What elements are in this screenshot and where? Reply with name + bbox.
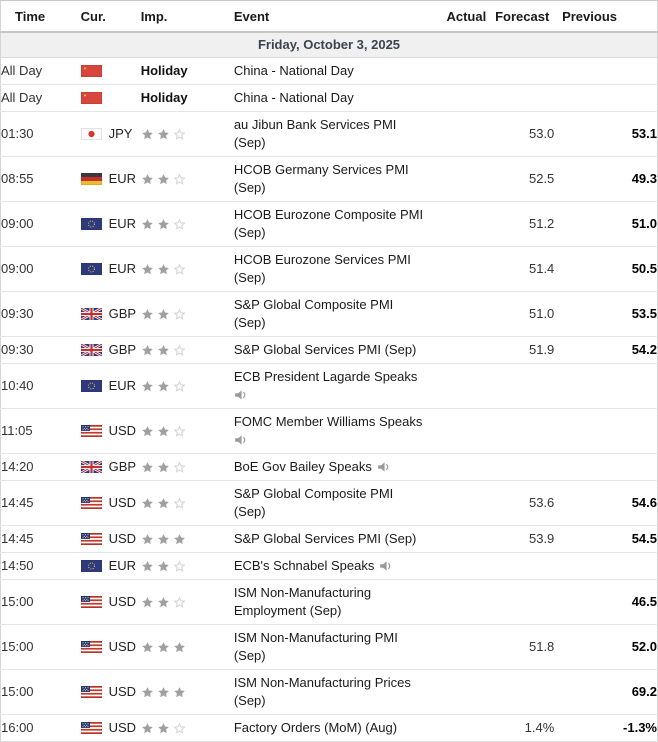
flag-us-icon: [81, 533, 102, 545]
importance-stars: [141, 722, 189, 735]
forecast-value: 53.0: [486, 112, 554, 157]
importance-stars: [141, 425, 189, 438]
currency-code: GBP: [108, 306, 137, 321]
event-name-link[interactable]: S&P Global Composite PMI: [233, 297, 394, 312]
event-importance: [141, 580, 234, 625]
flag-eu-icon: [81, 380, 102, 392]
currency-code: JPY: [108, 126, 133, 141]
star-filled-icon: [141, 495, 157, 510]
event-currency: [81, 625, 141, 670]
event-name-line2: (Sep): [233, 504, 266, 519]
event-time: 14:45: [1, 526, 81, 553]
event-importance: [141, 337, 234, 364]
star-filled-icon: [157, 306, 173, 321]
column-header-currency: Cur.: [81, 1, 141, 33]
event-importance: [141, 292, 234, 337]
currency-code: USD: [108, 594, 137, 609]
star-empty-icon: [173, 306, 189, 321]
star-filled-icon: [141, 216, 157, 231]
event-row[interactable]: [1, 337, 658, 364]
event-currency: [81, 292, 141, 337]
event-time: 09:00: [1, 247, 81, 292]
event-importance: [141, 670, 234, 715]
currency-code: EUR: [108, 378, 137, 393]
forecast-value: [486, 454, 554, 481]
currency-code: GBP: [108, 459, 137, 474]
event-currency: [81, 580, 141, 625]
star-filled-icon: [141, 558, 157, 573]
event-time: 11:05: [1, 409, 81, 454]
forecast-value: 52.5: [486, 157, 554, 202]
event-time: 14:45: [1, 481, 81, 526]
event-name-cell: [234, 670, 424, 715]
event-importance: [141, 112, 234, 157]
calendar-header: [1, 1, 658, 33]
event-importance: [141, 454, 234, 481]
star-filled-icon: [141, 261, 157, 276]
forecast-value: 51.9: [486, 337, 554, 364]
currency-code: USD: [108, 531, 137, 546]
importance-stars: [141, 533, 189, 546]
currency-code: USD: [108, 684, 137, 699]
holiday-row[interactable]: [1, 58, 658, 85]
actual-value: [424, 58, 486, 85]
star-filled-icon: [141, 531, 157, 546]
event-importance: [141, 526, 234, 553]
actual-value: [424, 580, 486, 625]
event-name-link[interactable]: BoE Gov Bailey Speaks: [233, 459, 372, 474]
importance-stars: [141, 263, 189, 276]
flag-china-icon: [81, 65, 102, 77]
event-name-link[interactable]: au Jibun Bank Services PMI: [233, 117, 397, 132]
event-row[interactable]: [1, 481, 658, 526]
star-filled-icon: [141, 639, 157, 654]
star-filled-icon: [157, 378, 173, 393]
importance-stars: [141, 596, 189, 609]
event-name-line2: Employment (Sep): [233, 603, 342, 618]
event-name-link[interactable]: S&P Global Composite PMI: [233, 486, 394, 501]
event-importance: [141, 409, 234, 454]
previous-value: 53.1: [554, 112, 657, 157]
previous-value: [554, 553, 657, 580]
event-currency: [81, 247, 141, 292]
flag-uk-icon: [81, 461, 102, 473]
forecast-value: 1.4%: [486, 715, 554, 742]
star-filled-icon: [157, 639, 173, 654]
currency-code: GBP: [108, 342, 137, 357]
flag-japan-icon: [81, 128, 102, 140]
currency-code: USD: [108, 639, 137, 654]
previous-value: -1.3%: [554, 715, 657, 742]
event-name-cell: [234, 553, 424, 580]
event-currency: [81, 337, 141, 364]
currency-code: USD: [108, 423, 137, 438]
forecast-value: [486, 553, 554, 580]
flag-germany-icon: [81, 173, 102, 185]
event-name-line2: (Sep): [233, 135, 266, 150]
event-name-link[interactable]: ISM Non-Manufacturing Prices: [233, 675, 411, 690]
star-filled-icon: [141, 342, 157, 357]
event-name-cell: [234, 625, 424, 670]
event-name-cell: [234, 337, 424, 364]
forecast-value: [486, 670, 554, 715]
holiday-label: Holiday: [140, 90, 188, 105]
importance-stars: [141, 173, 189, 186]
flag-us-icon: [81, 722, 102, 734]
importance-stars: [141, 218, 189, 231]
actual-value: [424, 292, 486, 337]
importance-stars: [141, 128, 189, 141]
event-name-cell: [234, 202, 424, 247]
forecast-value: [486, 409, 554, 454]
event-name-line2: (Sep): [233, 315, 266, 330]
star-filled-icon: [157, 126, 173, 141]
speaker-icon: [377, 461, 391, 473]
star-filled-icon: [141, 720, 157, 735]
flag-us-icon: [81, 596, 102, 608]
event-time: 01:30: [1, 112, 81, 157]
event-name-line2: (Sep): [233, 180, 266, 195]
event-name-cell: [234, 85, 424, 112]
event-name-link[interactable]: Factory Orders (MoM) (Aug): [233, 720, 398, 735]
actual-value: [424, 409, 486, 454]
actual-value: [424, 337, 486, 364]
event-name-cell: [234, 409, 424, 454]
actual-value: [424, 715, 486, 742]
star-filled-icon: [173, 684, 189, 699]
event-row[interactable]: [1, 202, 658, 247]
event-importance: [141, 58, 234, 85]
currency-code: USD: [108, 720, 137, 735]
event-name-link[interactable]: ISM Non-Manufacturing PMI: [233, 630, 398, 645]
currency-code: EUR: [108, 171, 137, 186]
event-row[interactable]: [1, 409, 658, 454]
event-row[interactable]: [1, 247, 658, 292]
star-filled-icon: [157, 423, 173, 438]
event-currency: [81, 112, 141, 157]
event-name-cell: [234, 580, 424, 625]
importance-stars: [141, 497, 189, 510]
star-filled-icon: [173, 639, 189, 654]
star-filled-icon: [141, 126, 157, 141]
event-row[interactable]: [1, 553, 658, 580]
forecast-value: 51.2: [486, 202, 554, 247]
event-time: 15:00: [1, 670, 81, 715]
event-name-cell: [234, 715, 424, 742]
previous-value: 53.5: [554, 292, 657, 337]
event-row[interactable]: [1, 580, 658, 625]
event-currency: [81, 481, 141, 526]
event-time: All Day: [1, 58, 81, 85]
forecast-value: 51.4: [486, 247, 554, 292]
event-time: All Day: [1, 85, 81, 112]
flag-us-icon: [81, 425, 102, 437]
event-name-line2: (Sep): [233, 693, 266, 708]
event-name-link[interactable]: HCOB Germany Services PMI: [233, 162, 409, 177]
flag-us-icon: [81, 641, 102, 653]
event-currency: [81, 85, 141, 112]
event-currency: [81, 670, 141, 715]
flag-eu-icon: [81, 263, 102, 275]
actual-value: [424, 157, 486, 202]
event-name-link[interactable]: ECB's Schnabel Speaks: [233, 558, 375, 573]
event-importance: [141, 364, 234, 409]
actual-value: [424, 112, 486, 157]
previous-value: [554, 364, 657, 409]
event-importance: [141, 157, 234, 202]
forecast-value: [486, 580, 554, 625]
star-filled-icon: [141, 423, 157, 438]
importance-stars: [141, 344, 189, 357]
column-header-time: Time: [1, 1, 81, 33]
actual-value: [424, 247, 486, 292]
speaker-icon: [379, 560, 393, 572]
importance-stars: [141, 461, 189, 474]
event-name-cell: [234, 364, 424, 409]
star-filled-icon: [157, 261, 173, 276]
previous-value: 50.5: [554, 247, 657, 292]
previous-value: 69.2: [554, 670, 657, 715]
event-importance: [141, 553, 234, 580]
event-importance: [141, 202, 234, 247]
star-empty-icon: [173, 342, 189, 357]
star-filled-icon: [173, 531, 189, 546]
event-speaker-line: [234, 386, 424, 404]
actual-value: [424, 454, 486, 481]
event-currency: [81, 526, 141, 553]
star-empty-icon: [173, 261, 189, 276]
importance-stars: [141, 560, 189, 573]
holiday-label: Holiday: [140, 63, 188, 78]
event-importance: [141, 715, 234, 742]
star-empty-icon: [173, 720, 189, 735]
star-empty-icon: [173, 558, 189, 573]
column-header-previous: Previous: [554, 1, 657, 33]
forecast-value: 53.9: [486, 526, 554, 553]
star-empty-icon: [173, 126, 189, 141]
flag-us-icon: [81, 686, 102, 698]
flag-us-icon: [81, 497, 102, 509]
event-name-cell: [234, 58, 424, 85]
column-header-event: Event: [234, 1, 424, 33]
star-filled-icon: [157, 531, 173, 546]
actual-value: [424, 364, 486, 409]
actual-value: [424, 670, 486, 715]
flag-eu-icon: [81, 560, 102, 572]
event-name-cell: [234, 112, 424, 157]
event-row[interactable]: [1, 670, 658, 715]
date-header-label: Friday, October 3, 2025: [1, 32, 658, 58]
event-importance: [141, 625, 234, 670]
currency-code: USD: [108, 495, 137, 510]
actual-value: [424, 202, 486, 247]
event-currency: [81, 202, 141, 247]
star-filled-icon: [141, 684, 157, 699]
star-filled-icon: [157, 459, 173, 474]
event-name-line2: (Sep): [233, 648, 266, 663]
event-importance: [141, 247, 234, 292]
previous-value: [554, 409, 657, 454]
previous-value: [554, 85, 657, 112]
previous-value: 54.5: [554, 526, 657, 553]
event-name-cell: [234, 157, 424, 202]
event-currency: [81, 409, 141, 454]
star-filled-icon: [141, 378, 157, 393]
importance-stars: [141, 641, 189, 654]
event-importance: [141, 85, 234, 112]
previous-value: [554, 454, 657, 481]
star-filled-icon: [157, 495, 173, 510]
importance-stars: [141, 308, 189, 321]
date-header-row: [1, 32, 658, 58]
event-time: 15:00: [1, 625, 81, 670]
importance-stars: [141, 686, 189, 699]
event-row[interactable]: [1, 157, 658, 202]
event-name-link[interactable]: FOMC Member Williams Speaks: [233, 414, 423, 429]
star-empty-icon: [173, 495, 189, 510]
event-name-link[interactable]: HCOB Eurozone Services PMI: [233, 252, 411, 267]
star-filled-icon: [141, 459, 157, 474]
flag-china-icon: [81, 92, 102, 104]
event-name-cell: [234, 247, 424, 292]
holiday-row[interactable]: [1, 85, 658, 112]
previous-value: 49.3: [554, 157, 657, 202]
forecast-value: [486, 58, 554, 85]
event-currency: [81, 454, 141, 481]
column-header-actual: Actual: [424, 1, 486, 33]
forecast-value: 51.0: [486, 292, 554, 337]
importance-stars: [141, 380, 189, 393]
star-empty-icon: [173, 216, 189, 231]
previous-value: 52.0: [554, 625, 657, 670]
event-row[interactable]: [1, 364, 658, 409]
event-time: 14:20: [1, 454, 81, 481]
speaker-icon: [234, 389, 248, 401]
flag-uk-icon: [81, 344, 102, 356]
actual-value: [424, 85, 486, 112]
column-header-forecast: Forecast: [486, 1, 554, 33]
currency-code: EUR: [108, 216, 137, 231]
previous-value: 46.5: [554, 580, 657, 625]
star-filled-icon: [157, 558, 173, 573]
forecast-value: [486, 364, 554, 409]
star-filled-icon: [157, 684, 173, 699]
event-time: 09:30: [1, 337, 81, 364]
previous-value: [554, 58, 657, 85]
event-time: 14:50: [1, 553, 81, 580]
actual-value: [424, 526, 486, 553]
forecast-value: [486, 85, 554, 112]
star-empty-icon: [173, 594, 189, 609]
event-name-link[interactable]: China - National Day: [233, 90, 354, 105]
event-time: 15:00: [1, 580, 81, 625]
event-name-cell: [234, 526, 424, 553]
event-name-link[interactable]: China - National Day: [233, 63, 354, 78]
event-time: 09:30: [1, 292, 81, 337]
event-speaker-line: [234, 431, 424, 449]
event-name-cell: [234, 481, 424, 526]
event-row[interactable]: [1, 526, 658, 553]
event-row[interactable]: [1, 715, 658, 742]
event-name-link[interactable]: S&P Global Services PMI (Sep): [233, 531, 417, 546]
actual-value: [424, 625, 486, 670]
currency-code: EUR: [108, 558, 137, 573]
star-filled-icon: [141, 171, 157, 186]
forecast-value: 53.6: [486, 481, 554, 526]
currency-code: EUR: [108, 261, 137, 276]
event-time: 08:55: [1, 157, 81, 202]
star-filled-icon: [141, 594, 157, 609]
event-currency: [81, 157, 141, 202]
event-row[interactable]: [1, 454, 658, 481]
event-time: 09:00: [1, 202, 81, 247]
event-name-cell: [234, 292, 424, 337]
star-filled-icon: [157, 216, 173, 231]
actual-value: [424, 553, 486, 580]
event-name-link[interactable]: ECB President Lagarde Speaks: [233, 369, 418, 384]
star-empty-icon: [173, 423, 189, 438]
event-name-line2: (Sep): [233, 270, 266, 285]
actual-value: [424, 481, 486, 526]
calendar-body: [1, 32, 658, 742]
event-row[interactable]: [1, 625, 658, 670]
event-currency: [81, 715, 141, 742]
star-filled-icon: [157, 342, 173, 357]
star-empty-icon: [173, 378, 189, 393]
event-name-link[interactable]: ISM Non-Manufacturing: [233, 585, 372, 600]
flag-uk-icon: [81, 308, 102, 320]
event-name-link[interactable]: HCOB Eurozone Composite PMI: [233, 207, 424, 222]
star-empty-icon: [173, 171, 189, 186]
event-name-cell: [234, 454, 424, 481]
star-filled-icon: [157, 594, 173, 609]
event-currency: [81, 553, 141, 580]
star-filled-icon: [157, 720, 173, 735]
flag-eu-icon: [81, 218, 102, 230]
previous-value: 54.2: [554, 337, 657, 364]
forecast-value: 51.8: [486, 625, 554, 670]
event-currency: [81, 58, 141, 85]
event-time: 10:40: [1, 364, 81, 409]
previous-value: 51.0: [554, 202, 657, 247]
column-header-importance: Imp.: [141, 1, 234, 33]
previous-value: 54.6: [554, 481, 657, 526]
event-row[interactable]: [1, 292, 658, 337]
speaker-icon: [234, 434, 248, 446]
event-importance: [141, 481, 234, 526]
event-name-link[interactable]: S&P Global Services PMI (Sep): [233, 342, 417, 357]
event-name-line2: (Sep): [233, 225, 266, 240]
star-empty-icon: [173, 459, 189, 474]
event-row[interactable]: [1, 112, 658, 157]
event-currency: [81, 364, 141, 409]
event-time: 16:00: [1, 715, 81, 742]
star-filled-icon: [141, 306, 157, 321]
star-filled-icon: [157, 171, 173, 186]
